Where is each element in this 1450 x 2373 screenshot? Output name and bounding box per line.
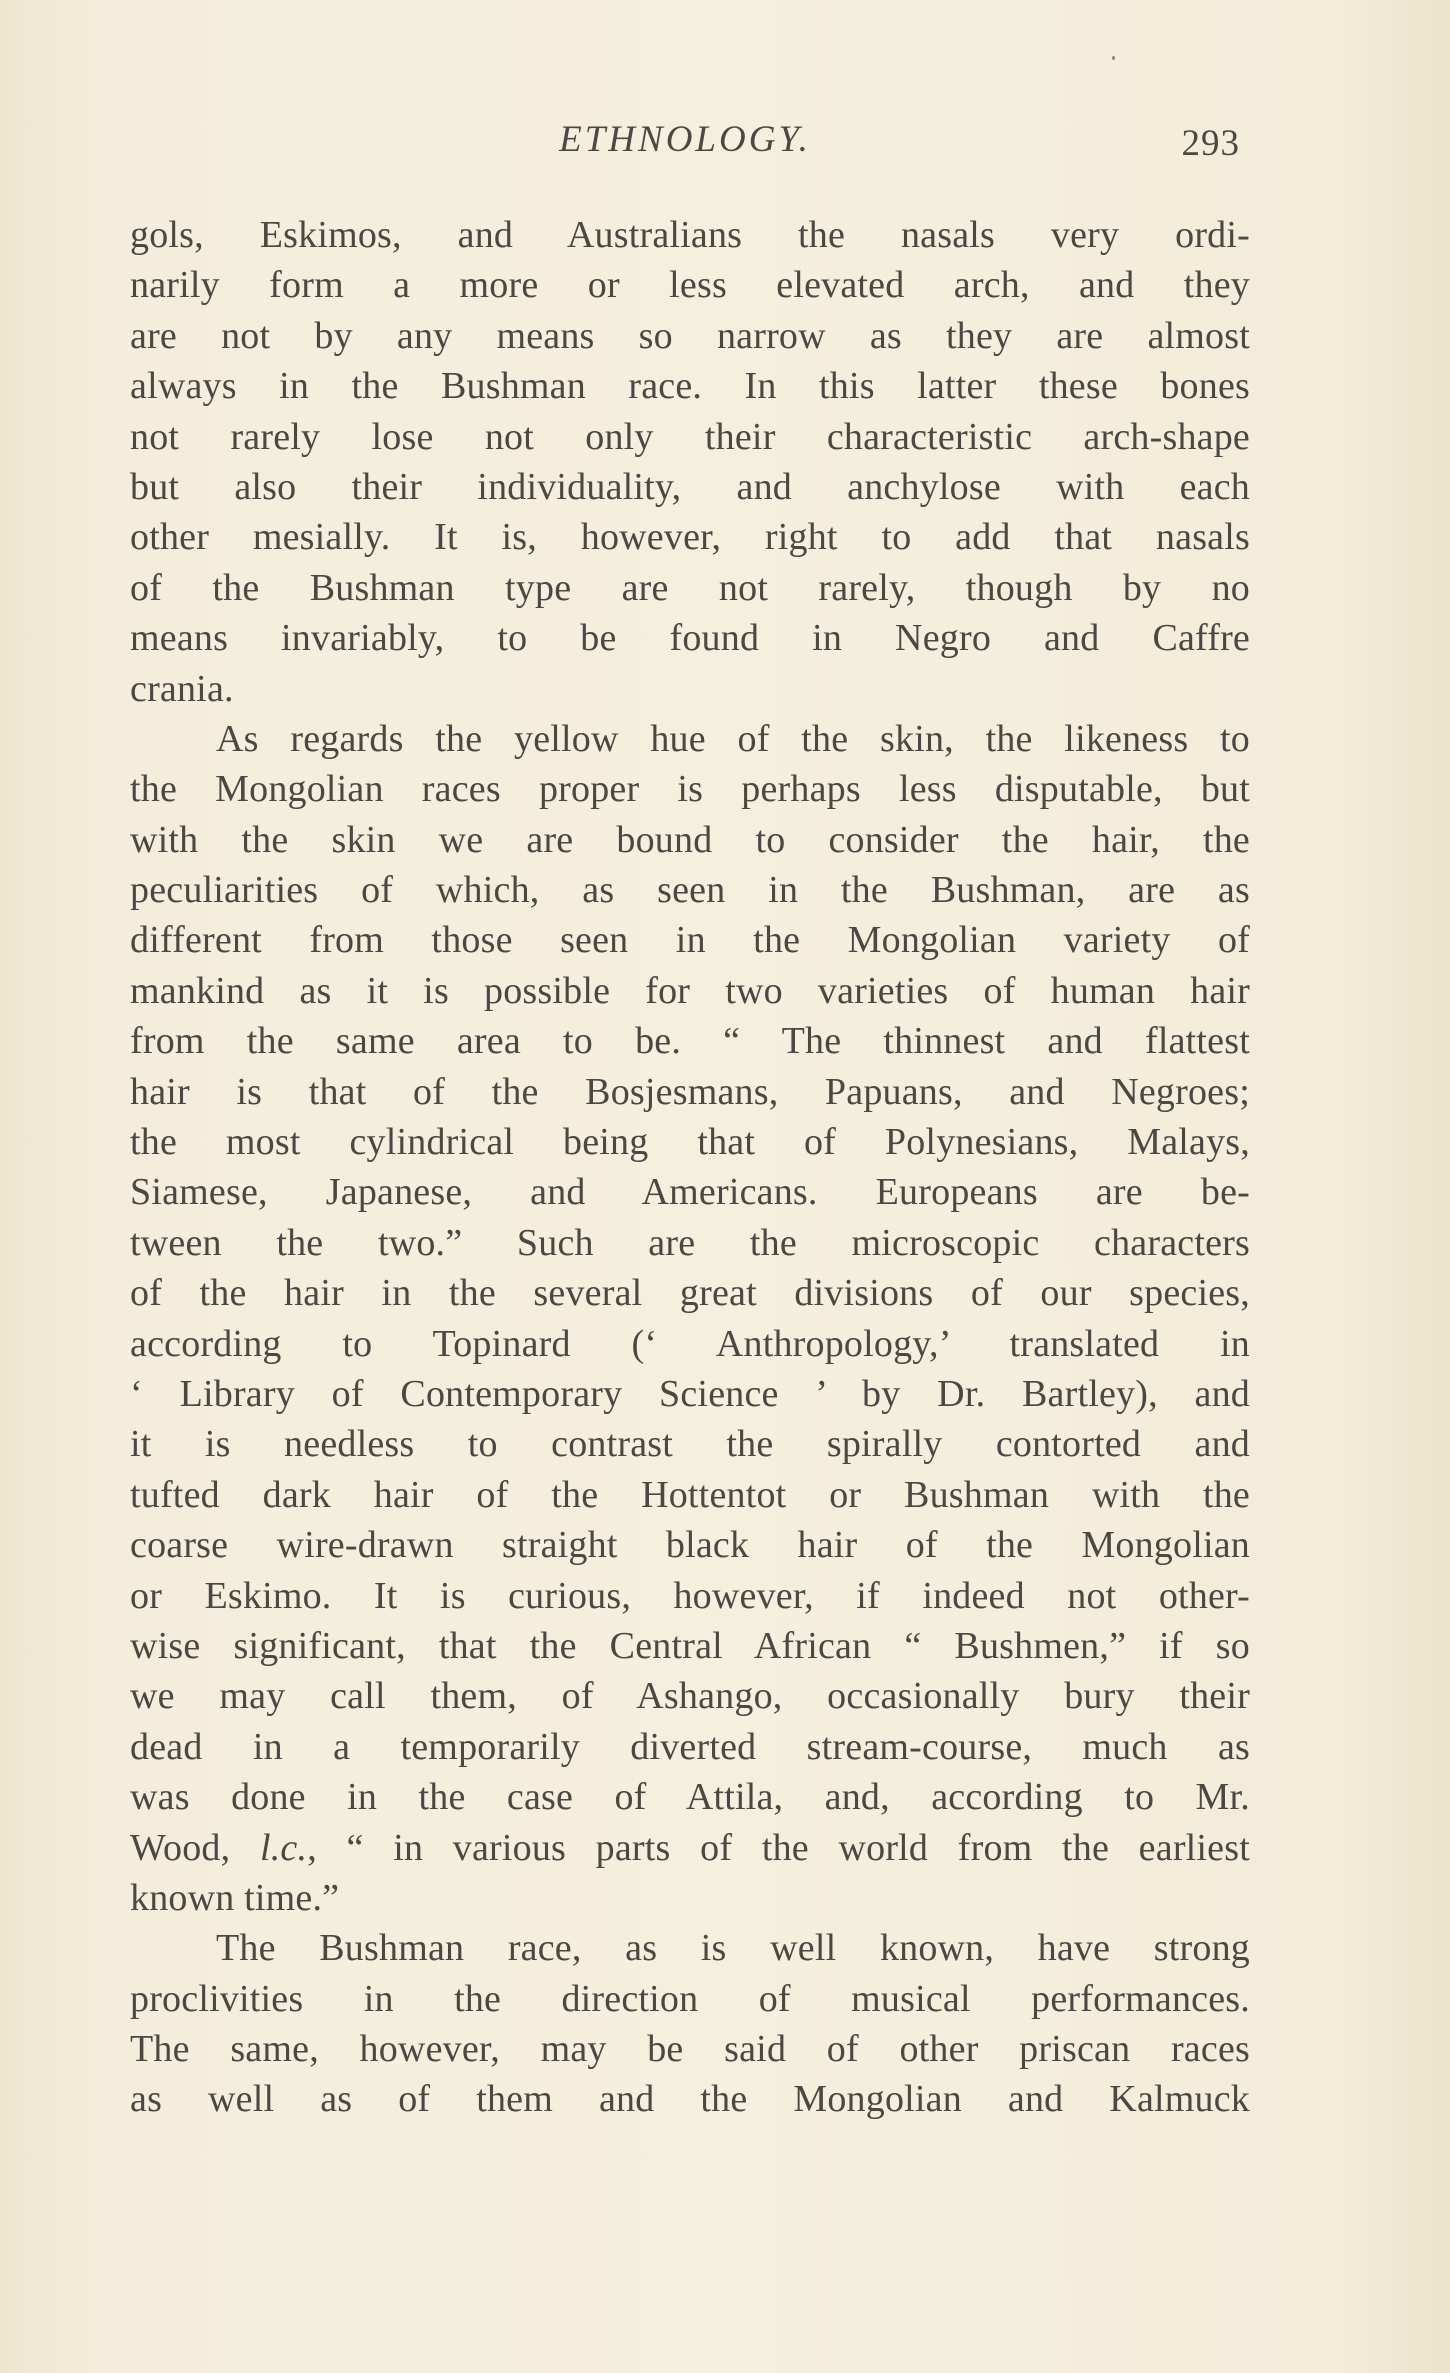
text-line: from the same area to be. “ The thinnest and flattest	[130, 1020, 1250, 1063]
text-line: with the skin we are bound to consider the hair, the	[130, 818, 1250, 861]
paper-speck	[1112, 56, 1115, 60]
text-line: other mesially. It is, however, right to add that nasals	[130, 516, 1250, 559]
text-line: mankind as it is possible for two varieties of human hair	[130, 969, 1250, 1012]
paragraph-last-line: crania.	[130, 667, 234, 710]
text-line: the Mongolian races proper is perhaps less disputable, but	[130, 768, 1250, 811]
text-line: we may call them, of Ashango, occasionally bury their	[130, 1675, 1250, 1718]
text-line: wise significant, that the Central African “ Bushmen,” if so	[130, 1624, 1250, 1667]
text-line: peculiarities of which, as seen in the Bushman, are as	[130, 869, 1250, 912]
text-line: tufted dark hair of the Hottentot or Bushman with the	[130, 1473, 1250, 1516]
text-line: but also their individuality, and anchylose with each	[130, 465, 1250, 508]
text-line: according to Topinard (‘ Anthropology,’ translated in	[130, 1322, 1250, 1365]
running-head	[130, 118, 1240, 178]
paragraph-first-line: As regards the yellow hue of the skin, the likeness to	[216, 717, 1250, 760]
text-line-with-italic	[130, 1823, 1250, 1873]
text-line: means invariably, to be found in Negro and Caffre	[130, 617, 1250, 660]
text-line: as well as of them and the Mongolian and Kalmuck	[130, 2078, 1250, 2121]
paragraph-first-line: The Bushman race, as is well known, have strong	[216, 1927, 1250, 1970]
italic-citation: l.c.	[259, 1826, 308, 1869]
text-line: Siamese, Japanese, and Americans. Europeans are be-	[130, 1171, 1250, 1214]
text-line: of the hair in the several great divisions of our species,	[130, 1272, 1250, 1315]
text-line: of the Bushman type are not rarely, though by no	[130, 566, 1250, 609]
body-text	[130, 210, 1250, 2125]
line-text-before: Wood,	[130, 1826, 260, 1869]
text-line: coarse wire-drawn straight black hair of the Mongolian	[130, 1524, 1250, 1567]
text-line: always in the Bushman race. In this latter these bones	[130, 365, 1250, 408]
text-line: proclivities in the direction of musical performances.	[130, 1977, 1250, 2020]
text-line: are not by any means so narrow as they are almost	[130, 314, 1250, 357]
text-line: different from those seen in the Mongolian variety of	[130, 919, 1250, 962]
text-line: tween the two.” Such are the microscopic characters	[130, 1221, 1250, 1264]
text-line: or Eskimo. It is curious, however, if indeed not other-	[130, 1574, 1250, 1617]
text-line: dead in a temporarily diverted stream-course, much as	[130, 1725, 1250, 1768]
text-line: the most cylindrical being that of Polynesians, Malays,	[130, 1121, 1250, 1164]
page-number: 293	[1181, 123, 1240, 164]
text-line: it is needless to contrast the spirally contorted and	[130, 1423, 1250, 1466]
running-title: ETHNOLOGY.	[559, 119, 811, 160]
text-line: hair is that of the Bosjesmans, Papuans, and Negroes;	[130, 1070, 1250, 1113]
text-line: was done in the case of Attila, and, according to Mr.	[130, 1776, 1250, 1819]
text-line: gols, Eskimos, and Australians the nasals very ordi-	[130, 214, 1250, 256]
line-text-after: , “ in various parts of the world from the earliest	[307, 1826, 1250, 1869]
text-line: narily form a more or less elevated arch, and they	[130, 264, 1250, 307]
text-line: The same, however, may be said of other priscan races	[130, 2028, 1250, 2071]
paragraph-last-line: known time.”	[130, 1876, 340, 1919]
text-line: ‘ Library of Contemporary Science ’ by Dr. Bartley), and	[130, 1372, 1250, 1415]
text-line: not rarely lose not only their characteristic arch-shape	[130, 415, 1250, 458]
